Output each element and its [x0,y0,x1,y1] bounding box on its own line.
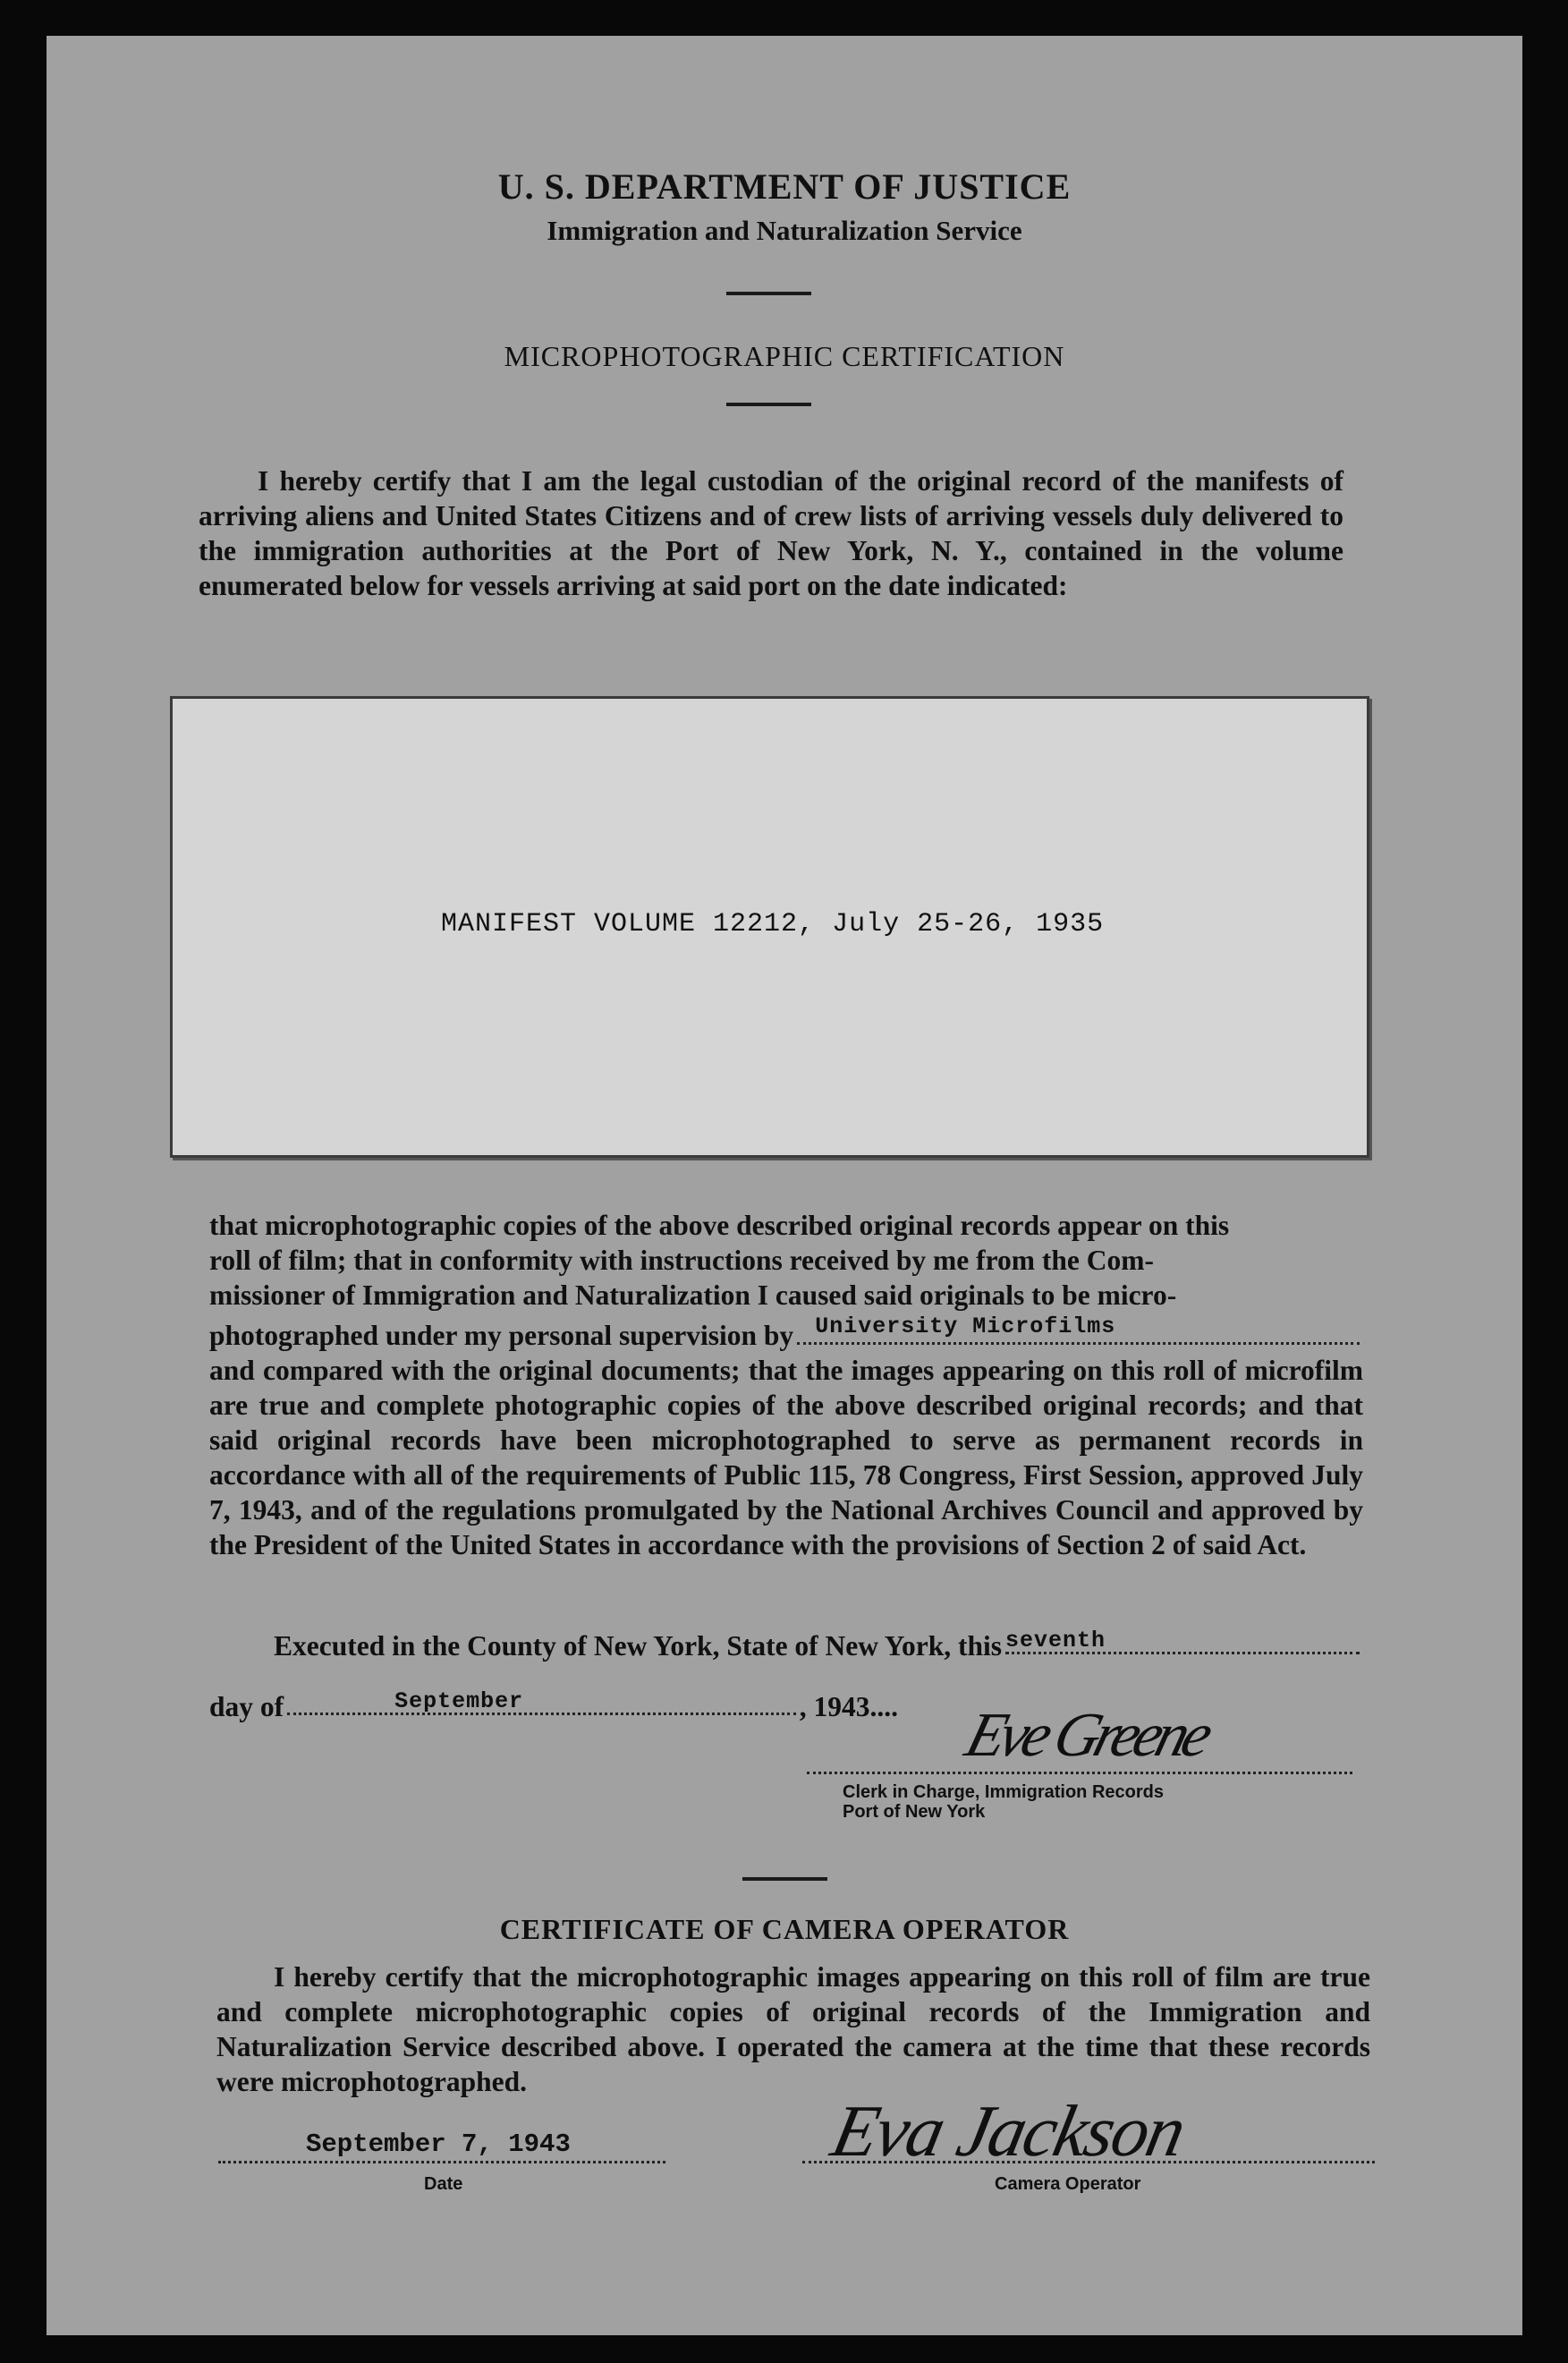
date-dotted-line [218,2161,665,2163]
divider-top [726,292,811,295]
body-line-1: that microphotographic copies of the above described original records appear on this [209,1210,1230,1241]
body-line-4 [209,1313,1363,1353]
operator-label: Camera Operator [995,2174,1141,2194]
clerk-title [843,1782,1164,1822]
certification-body [209,1208,1363,1562]
execution-prefix: Executed in the County of New York, State of New York, this [274,1630,1003,1662]
microfilm-company: University Microfilms [815,1313,1116,1339]
record-box [170,696,1369,1158]
operator-date-value: September 7, 1943 [306,2129,571,2159]
body-rest: and compared with the original documents; that the images appearing on this roll of microfilm are true and complete photographic copies of the above described original records; and that said original records have been microphotographed to serve as permanent records in accordance with all of the requirements of Public 115, 78 Congress, First Session, approved July 7, 1943, and of the regulations promulgated by the National Archives Council and approved by the President of the United States in accordance with the provisions of Section 2 of said Act. [209,1355,1363,1560]
company-dotted-field [797,1313,1360,1345]
operator-dotted-line [802,2161,1375,2163]
department-heading: U. S. DEPARTMENT OF JUSTICE [497,166,1072,207]
clerk-signature: Eve Greene [958,1701,1216,1770]
clerk-title-line-2: Port of New York [843,1802,986,1822]
body-line-2: roll of film; that in conformity with instructions received by me from the Com- [209,1245,1154,1276]
manifest-volume-text: MANIFEST VOLUME 12212, July 25-26, 1935 [441,909,1105,939]
divider-mid [726,403,811,406]
date-label: Date [424,2174,463,2194]
month-dotted-field [287,1688,796,1715]
execution-line [274,1630,1363,1662]
year-value: , 1943.... [799,1691,898,1722]
month-value: September [394,1688,524,1714]
operator-signature: Eva Jackson [825,2090,1191,2172]
certificate-page [47,36,1522,2335]
body-line-3: missioner of Immigration and Naturalization I caused said originals to be micro- [209,1279,1177,1311]
camera-certificate-paragraph: I hereby certify that the microphotographic images appearing on this roll of film are true and complete microphotographic copies of original records of the Immigration and Naturalization Service described above. I operated the camera at the time that these records were microphotographed. [216,1961,1370,2097]
day-of-label: day of [209,1691,284,1722]
clerk-signature-line [807,1772,1352,1774]
intro-paragraph: I hereby certify that I am the legal custodian of the original record of the manifests of arriving aliens and United States Citizens and of crew lists of arriving vessels duly delivered to the immigration authorities at the Port of New York, N. Y., contained in the volume enumerated below for vessels arriving at said port on the date indicated: [199,465,1343,601]
divider-bottom [742,1877,827,1881]
day-word: seventh [1005,1628,1106,1653]
clerk-title-line-1: Clerk in Charge, Immigration Records [843,1782,1164,1802]
camera-certificate-title: CERTIFICATE OF CAMERA OPERATOR [499,1913,1070,1945]
service-subheading: Immigration and Naturalization Service [547,215,1022,246]
day-dotted-field [1005,1630,1360,1654]
date-line [209,1688,898,1723]
supervision-prefix: photographed under my personal supervision by [209,1320,794,1351]
certification-title: MICROPHOTOGRAPHIC CERTIFICATION [504,340,1065,372]
